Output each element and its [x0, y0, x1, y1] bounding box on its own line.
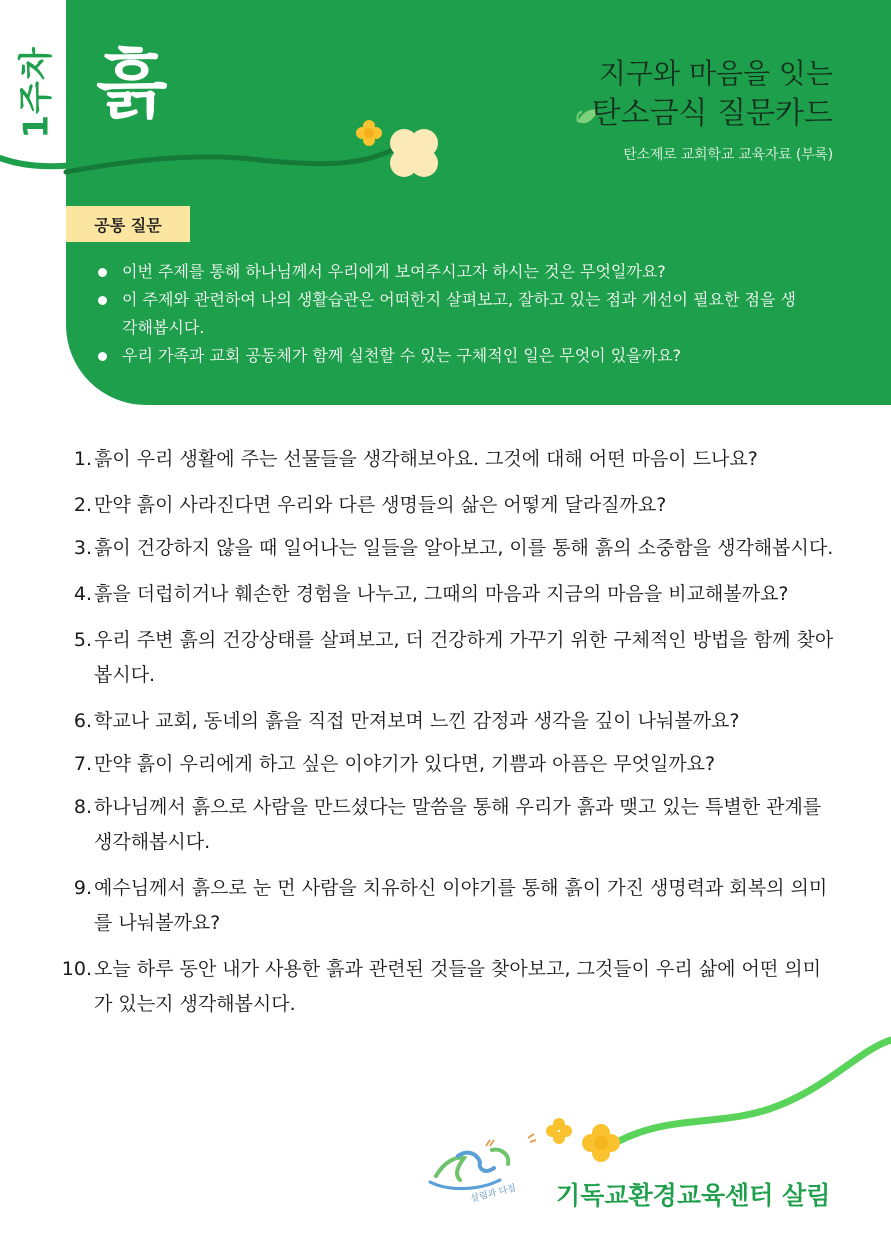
week-text: 1주차	[16, 45, 57, 139]
question-list	[60, 442, 836, 1022]
common-questions-label: 공통 질문	[66, 206, 190, 242]
question-item	[60, 577, 836, 612]
question-item	[60, 442, 836, 477]
question-number: 6.	[73, 710, 92, 732]
question-number: 4.	[73, 583, 92, 605]
title-subtitle: 탄소제로 교회학교 교육자료 (부록)	[623, 147, 833, 163]
question-text: 만약 흙이 우리에게 하고 싶은 이야기가 있다면, 기쁨과 아픔은 무엇일까요?	[94, 753, 716, 775]
common-questions-list	[96, 258, 836, 370]
question-number: 9.	[73, 877, 92, 899]
question-item	[60, 747, 836, 782]
question-item	[60, 790, 836, 860]
flower-bottom-small-icon	[546, 1118, 572, 1144]
common-question-item: 이 주제와 관련하여 나의 생활습관은 어떠한지 살펴보고, 잘하고 있는 점과 개선이 필요한 점을 생각해봅시다.	[96, 286, 836, 342]
question-number: 8.	[73, 796, 92, 818]
question-text: 학교나 교회, 동네의 흙을 직접 만져보며 느낀 감정과 생각을 깊이 나눠볼까요?	[94, 710, 740, 732]
question-item	[60, 704, 836, 739]
question-number: 10.	[61, 958, 92, 980]
question-number: 7.	[73, 753, 92, 775]
card-title-box	[592, 56, 833, 164]
logo-caption: 살림과 다짐	[469, 1183, 518, 1205]
question-number: 2.	[73, 494, 92, 516]
question-item	[60, 623, 836, 693]
question-item	[60, 952, 836, 1022]
question-text: 흙을 더럽히거나 훼손한 경험을 나누고, 그때의 마음과 지금의 마음을 비교해볼까요?	[94, 583, 789, 605]
question-text: 우리 주변 흙의 건강상태를 살펴보고, 더 건강하게 가꾸기 위한 구체적인 방법을 함께 찾아봅시다.	[94, 629, 834, 686]
question-item	[60, 488, 836, 523]
question-item	[60, 531, 836, 566]
common-question-item: 이번 주제를 통해 하나님께서 우리에게 보여주시고자 하시는 것은 무엇일까요?	[96, 258, 836, 286]
vine-bottom	[601, 1040, 891, 1152]
flower-large-icon	[390, 129, 438, 177]
question-number: 5.	[73, 629, 92, 651]
flower-bottom-large-icon	[582, 1124, 620, 1162]
question-number: 1.	[73, 448, 92, 470]
flower-small-icon	[356, 120, 382, 146]
question-text: 흙이 건강하지 않을 때 일어나는 일들을 알아보고, 이를 통해 흙의 소중함을 생각해봅시다.	[94, 537, 834, 559]
salim-logo-icon	[430, 1134, 536, 1189]
question-number: 3.	[73, 537, 92, 559]
common-question-item: 우리 가족과 교회 공동체가 함께 실천할 수 있는 구체적인 일은 무엇이 있을까요?	[96, 342, 836, 370]
question-text: 오늘 하루 동안 내가 사용한 흙과 관련된 것들을 찾아보고, 그것들이 우리 삶에 어떤 의미가 있는지 생각해봅시다.	[94, 958, 821, 1015]
topic-title: 흙	[96, 42, 168, 128]
title-line2: 탄소금식 질문카드	[591, 96, 833, 131]
question-text: 만약 흙이 사라진다면 우리와 다른 생명들의 삶은 어떻게 달라질까요?	[94, 494, 667, 516]
question-text: 예수님께서 흙으로 눈 먼 사람을 치유하신 이야기를 통해 흙이 가진 생명력과 회복의 의미를 나눠볼까요?	[94, 877, 828, 934]
question-text: 흙이 우리 생활에 주는 선물들을 생각해보아요. 그것에 대해 어떤 마음이 드나요?	[94, 448, 758, 470]
question-item	[60, 871, 836, 941]
brand-name: 기독교환경교육센터 살림	[556, 1181, 831, 1210]
title-line1: 지구와 마음을 잇는	[598, 57, 833, 90]
question-text: 하나님께서 흙으로 사람을 만드셨다는 말씀을 통해 우리가 흙과 맺고 있는 특별한 관계를 생각해봅시다.	[94, 796, 822, 853]
